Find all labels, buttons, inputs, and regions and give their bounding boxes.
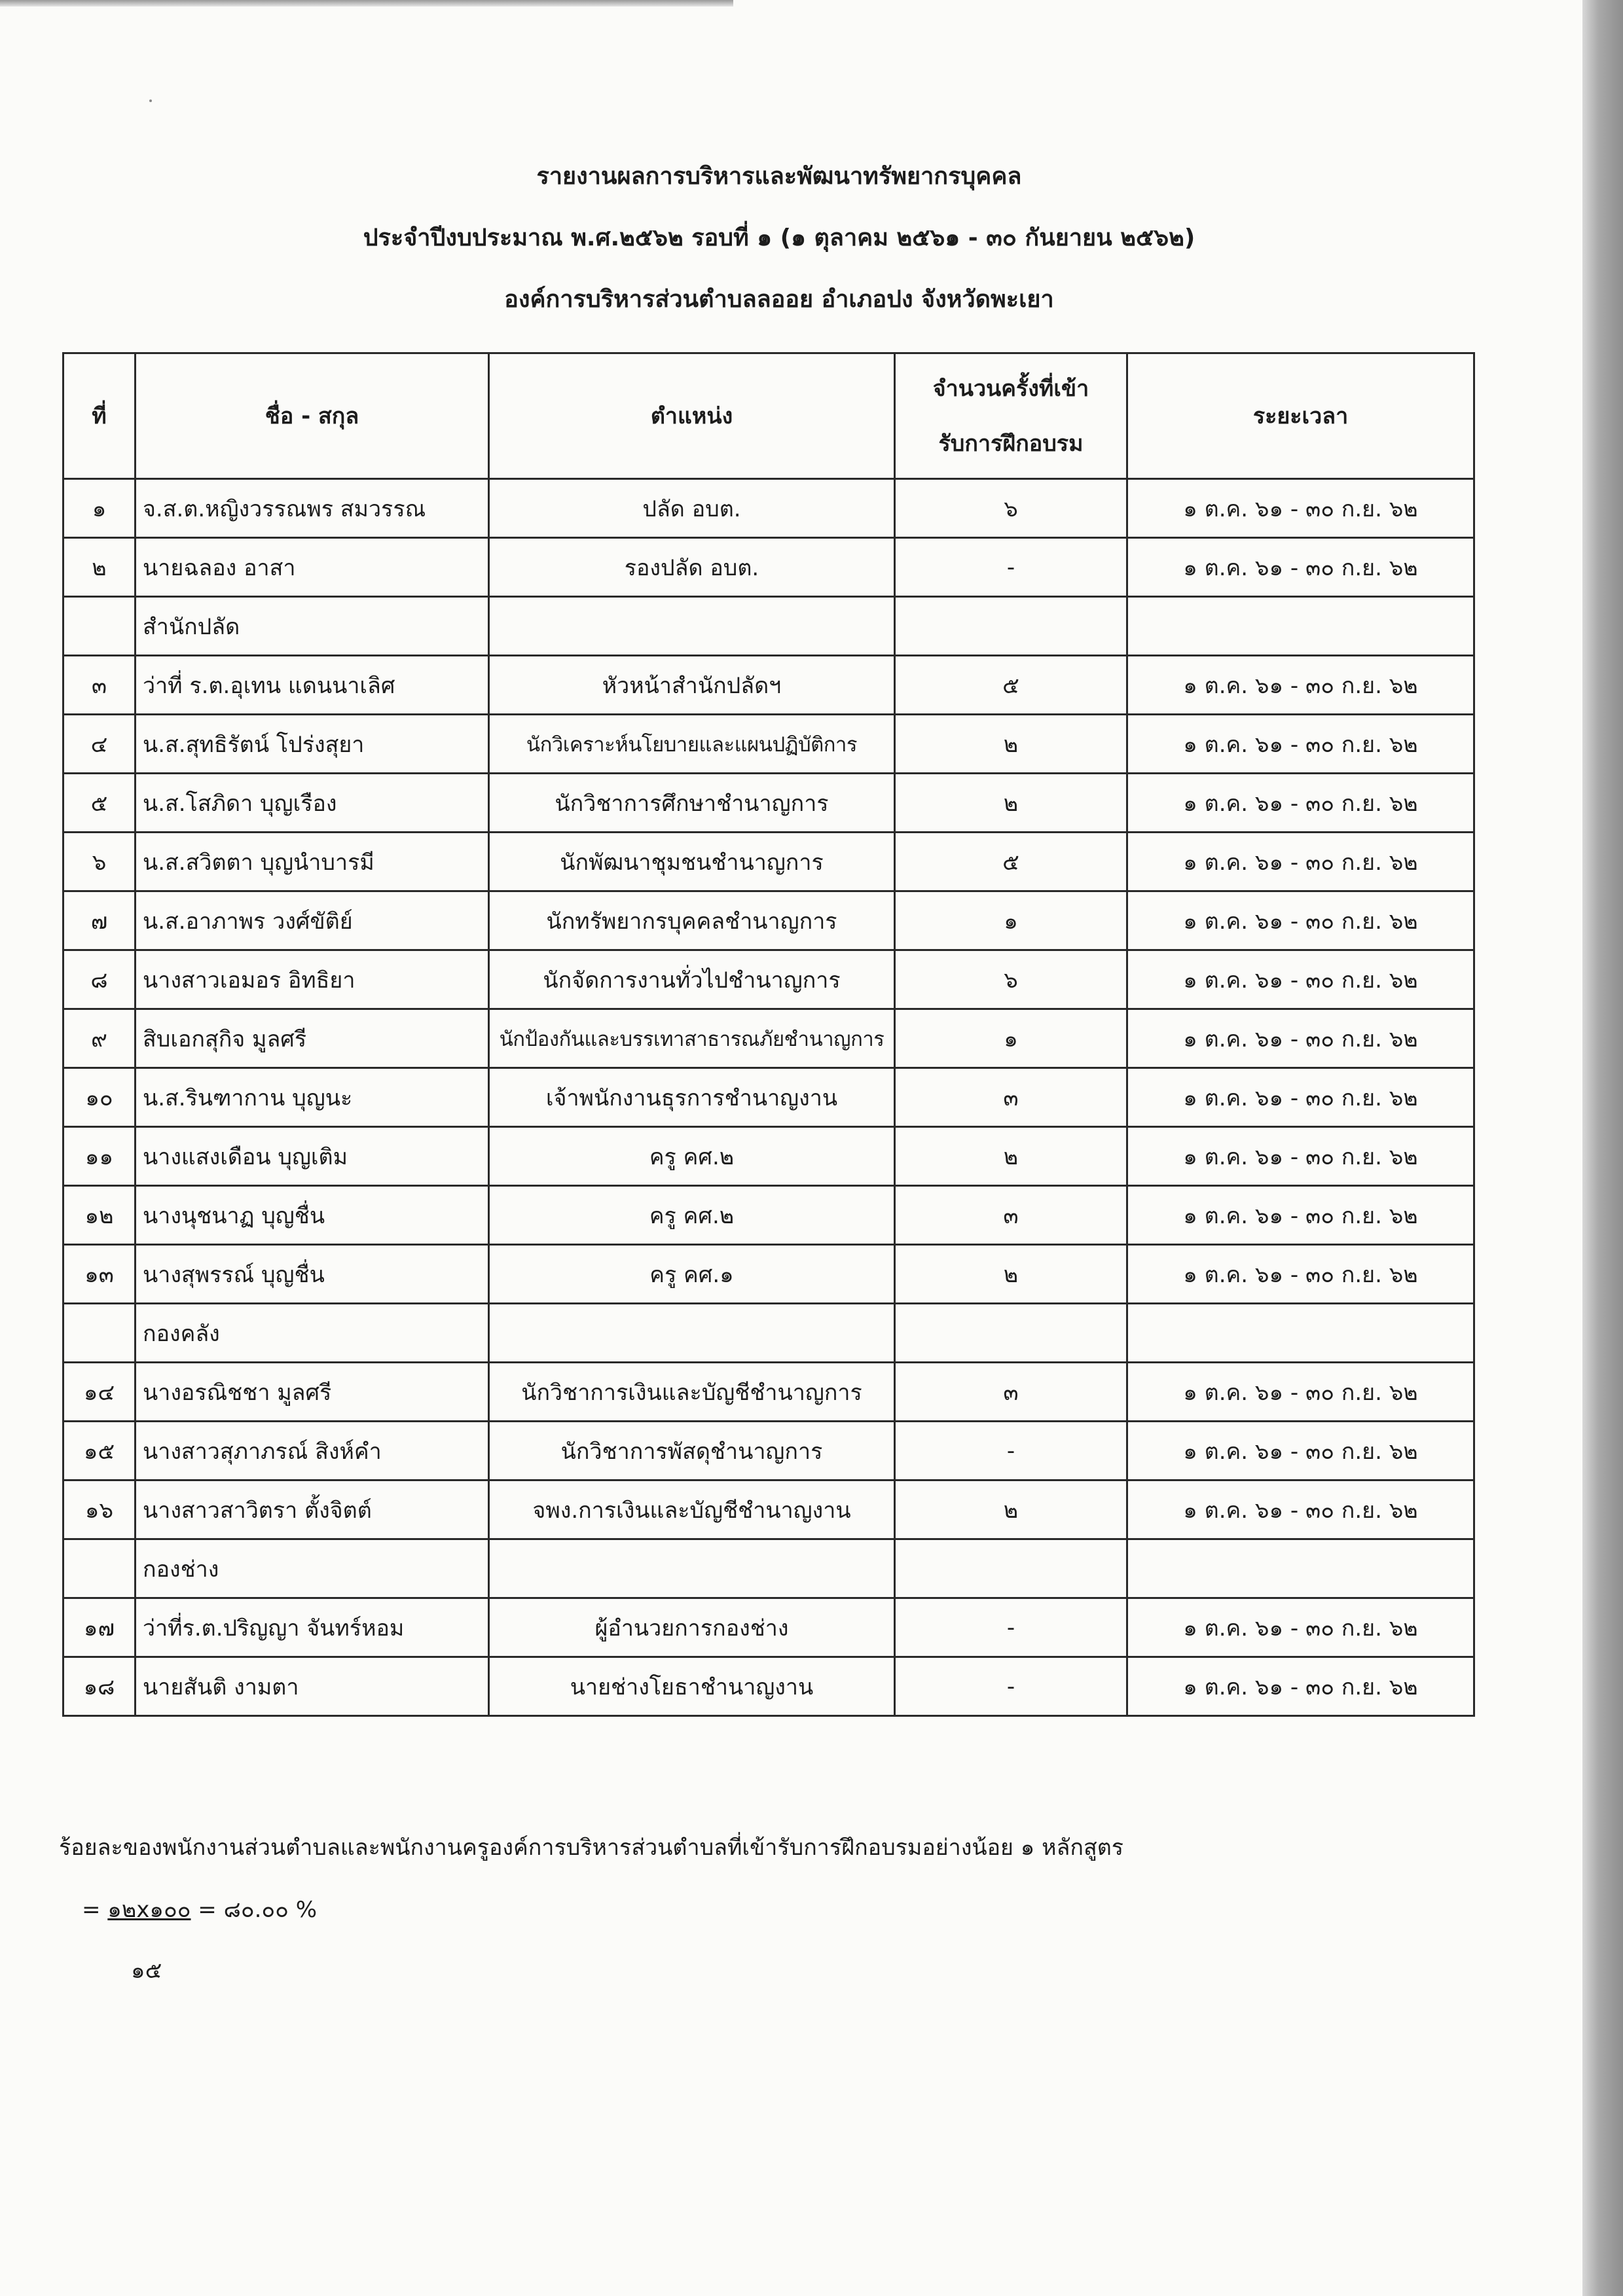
cell-empty	[489, 1304, 895, 1363]
cell-count: ๒	[895, 1127, 1127, 1186]
cell-no: ๑๕	[64, 1422, 136, 1480]
cell-position: รองปลัด อบต.	[489, 538, 895, 597]
cell-period: ๑ ต.ค. ๖๑ - ๓๐ ก.ย. ๖๒	[1127, 1009, 1474, 1068]
cell-empty	[489, 1539, 895, 1598]
cell-no: ๓	[64, 656, 136, 715]
table-row	[64, 1245, 1474, 1304]
cell-empty	[1127, 597, 1474, 656]
section-label: สำนักปลัด	[136, 597, 489, 656]
cell-position: ครู คศ.๑	[489, 1245, 895, 1304]
section-row	[64, 1539, 1474, 1598]
cell-period: ๑ ต.ค. ๖๑ - ๓๐ ก.ย. ๖๒	[1127, 715, 1474, 774]
cell-count: ๕	[895, 833, 1127, 891]
table-row	[64, 774, 1474, 833]
table-row	[64, 656, 1474, 715]
cell-name: สิบเอกสุกิจ มูลศรี	[136, 1009, 489, 1068]
cell-empty	[895, 1539, 1127, 1598]
cell-position: นายช่างโยธาชำนาญงาน	[489, 1657, 895, 1716]
summary-text: ร้อยละของพนักงานส่วนตำบลและพนักงานครูองค์การบริหารส่วนตำบลที่เข้ารับการฝึกอบรมอย่างน้อย ๑ หลักสูตร	[59, 1835, 1124, 1861]
cell-position: นักทรัพยากรบุคคลชำนาญการ	[489, 891, 895, 950]
cell-no: ๑๘	[64, 1657, 136, 1716]
table-row	[64, 1480, 1474, 1539]
cell-position: จพง.การเงินและบัญชีชำนาญงาน	[489, 1480, 895, 1539]
cell-position: หัวหน้าสำนักปลัดฯ	[489, 656, 895, 715]
training-table	[62, 352, 1475, 1717]
cell-empty	[64, 597, 136, 656]
report-title: รายงานผลการบริหารและพัฒนาทรัพยากรบุคคล	[536, 163, 1022, 190]
cell-period: ๑ ต.ค. ๖๑ - ๓๐ ก.ย. ๖๒	[1127, 774, 1474, 833]
cell-no: ๑	[64, 479, 136, 538]
header-position: ตำแหน่ง	[489, 353, 895, 479]
cell-empty	[1127, 1539, 1474, 1598]
cell-no: ๗	[64, 891, 136, 950]
cell-name: น.ส.สวิตตา บุญนำบารมี	[136, 833, 489, 891]
cell-name: น.ส.โสภิดา บุญเรือง	[136, 774, 489, 833]
cell-empty	[489, 597, 895, 656]
table-row	[64, 833, 1474, 891]
table-row	[64, 1186, 1474, 1245]
header-no: ที่	[64, 353, 136, 479]
cell-period: ๑ ต.ค. ๖๑ - ๓๐ ก.ย. ๖๒	[1127, 1068, 1474, 1127]
cell-position: นักป้องกันและบรรเทาสาธารณภัยชำนาญการ	[489, 1009, 895, 1068]
cell-count: ๒	[895, 774, 1127, 833]
table-row	[64, 715, 1474, 774]
cell-count: ๖	[895, 479, 1127, 538]
table-row	[64, 1598, 1474, 1657]
cell-period: ๑ ต.ค. ๖๑ - ๓๐ ก.ย. ๖๒	[1127, 833, 1474, 891]
cell-count: ๑	[895, 891, 1127, 950]
cell-period: ๑ ต.ค. ๖๑ - ๓๐ ก.ย. ๖๒	[1127, 479, 1474, 538]
cell-period: ๑ ต.ค. ๖๑ - ๓๐ ก.ย. ๖๒	[1127, 1598, 1474, 1657]
table-row	[64, 1422, 1474, 1480]
cell-count: ๓	[895, 1068, 1127, 1127]
cell-name: นางสาวสุภาภรณ์ สิงห์คำ	[136, 1422, 489, 1480]
header-name: ชื่อ - สกุล	[136, 353, 489, 479]
header-count-line2: รับการฝึกอบรม	[938, 430, 1084, 457]
section-row	[64, 597, 1474, 656]
cell-count: ๒	[895, 715, 1127, 774]
cell-no: ๑๗	[64, 1598, 136, 1657]
cell-name: นายสันติ งามตา	[136, 1657, 489, 1716]
table-row	[64, 1068, 1474, 1127]
cell-period: ๑ ต.ค. ๖๑ - ๓๐ ก.ย. ๖๒	[1127, 1422, 1474, 1480]
cell-name: นางสาวเอมอร อิทธิยา	[136, 950, 489, 1009]
scan-shadow-top	[0, 0, 733, 7]
table-row	[64, 538, 1474, 597]
section-label: กองช่าง	[136, 1539, 489, 1598]
header-period: ระยะเวลา	[1127, 353, 1474, 479]
section-row	[64, 1304, 1474, 1363]
cell-count: -	[895, 1657, 1127, 1716]
cell-count: ๓	[895, 1363, 1127, 1422]
cell-position: เจ้าพนักงานธุรการชำนาญงาน	[489, 1068, 895, 1127]
cell-position: ผู้อำนวยการกองช่าง	[489, 1598, 895, 1657]
cell-position: นักจัดการงานทั่วไปชำนาญการ	[489, 950, 895, 1009]
cell-name: นางอรณิชชา มูลศรี	[136, 1363, 489, 1422]
header-count	[895, 353, 1127, 479]
cell-name: นางสุพรรณ์ บุญชื่น	[136, 1245, 489, 1304]
cell-name: น.ส.อาภาพร วงศ์ขัติย์	[136, 891, 489, 950]
cell-count: ๒	[895, 1245, 1127, 1304]
cell-period: ๑ ต.ค. ๖๑ - ๓๐ ก.ย. ๖๒	[1127, 891, 1474, 950]
cell-position: ปลัด อบต.	[489, 479, 895, 538]
table-row	[64, 479, 1474, 538]
cell-period: ๑ ต.ค. ๖๑ - ๓๐ ก.ย. ๖๒	[1127, 1363, 1474, 1422]
cell-count: ๒	[895, 1480, 1127, 1539]
cell-empty	[64, 1304, 136, 1363]
formula-result: = ๘๐.๐๐ %	[191, 1897, 318, 1923]
cell-name: น.ส.รินฑากาน บุญนะ	[136, 1068, 489, 1127]
table-row	[64, 891, 1474, 950]
cell-no: ๑๖	[64, 1480, 136, 1539]
cell-position: ครู คศ.๒	[489, 1186, 895, 1245]
cell-position: นักวิเคราะห์นโยบายและแผนปฏิบัติการ	[489, 715, 895, 774]
cell-no: ๑๒	[64, 1186, 136, 1245]
scan-shadow-edge	[1582, 0, 1623, 2296]
cell-no: ๕	[64, 774, 136, 833]
table-row	[64, 1363, 1474, 1422]
formula-denominator: ๑๕	[131, 1958, 162, 1984]
cell-period: ๑ ต.ค. ๖๑ - ๓๐ ก.ย. ๖๒	[1127, 950, 1474, 1009]
cell-count: -	[895, 1598, 1127, 1657]
cell-period: ๑ ต.ค. ๖๑ - ๓๐ ก.ย. ๖๒	[1127, 1186, 1474, 1245]
cell-empty	[895, 597, 1127, 656]
report-subtitle: ประจำปีงบประมาณ พ.ศ.๒๕๖๒ รอบที่ ๑ (๑ ตุลาคม ๒๕๖๑ - ๓๐ กันยายน ๒๕๖๒)	[363, 224, 1195, 251]
percentage-formula	[82, 1892, 317, 1927]
cell-no: ๑๑	[64, 1127, 136, 1186]
formula-prefix: =	[82, 1897, 108, 1923]
cell-count: -	[895, 1422, 1127, 1480]
formula-numerator: ๑๒x๑๐๐	[107, 1897, 191, 1923]
cell-no: ๙	[64, 1009, 136, 1068]
cell-position: นักวิชาการศึกษาชำนาญการ	[489, 774, 895, 833]
cell-no: ๑๐	[64, 1068, 136, 1127]
cell-count: ๓	[895, 1186, 1127, 1245]
scan-speck	[149, 99, 152, 102]
cell-period: ๑ ต.ค. ๖๑ - ๓๐ ก.ย. ๖๒	[1127, 1657, 1474, 1716]
cell-name: นางนุชนาฏ บุญชื่น	[136, 1186, 489, 1245]
cell-no: ๔	[64, 715, 136, 774]
section-label: กองคลัง	[136, 1304, 489, 1363]
cell-position: นักวิชาการเงินและบัญชีชำนาญการ	[489, 1363, 895, 1422]
cell-name: นางสาวสาวิตรา ตั้งจิตต์	[136, 1480, 489, 1539]
cell-count: ๑	[895, 1009, 1127, 1068]
cell-name: ว่าที่ร.ต.ปริญญา จันทร์หอม	[136, 1598, 489, 1657]
cell-name: นายฉลอง อาสา	[136, 538, 489, 597]
table-row	[64, 1657, 1474, 1716]
cell-count: ๕	[895, 656, 1127, 715]
cell-period: ๑ ต.ค. ๖๑ - ๓๐ ก.ย. ๖๒	[1127, 1480, 1474, 1539]
cell-empty	[895, 1304, 1127, 1363]
cell-position: นักวิชาการพัสดุชำนาญการ	[489, 1422, 895, 1480]
organization-name: องค์การบริหารส่วนตำบลลออย อำเภอปง จังหวัดพะเยา	[504, 286, 1054, 313]
table-row	[64, 1009, 1474, 1068]
cell-period: ๑ ต.ค. ๖๑ - ๓๐ ก.ย. ๖๒	[1127, 538, 1474, 597]
cell-no: ๘	[64, 950, 136, 1009]
cell-count: ๖	[895, 950, 1127, 1009]
cell-count: -	[895, 538, 1127, 597]
cell-period: ๑ ต.ค. ๖๑ - ๓๐ ก.ย. ๖๒	[1127, 656, 1474, 715]
table-header-row	[64, 353, 1474, 479]
cell-name: นางแสงเดือน บุญเติม	[136, 1127, 489, 1186]
cell-position: นักพัฒนาชุมชนชำนาญการ	[489, 833, 895, 891]
cell-position: ครู คศ.๒	[489, 1127, 895, 1186]
cell-empty	[1127, 1304, 1474, 1363]
cell-name: ว่าที่ ร.ต.อุเทน แดนนาเลิศ	[136, 656, 489, 715]
table-row	[64, 950, 1474, 1009]
cell-no: ๑๔	[64, 1363, 136, 1422]
cell-empty	[64, 1539, 136, 1598]
cell-period: ๑ ต.ค. ๖๑ - ๓๐ ก.ย. ๖๒	[1127, 1127, 1474, 1186]
cell-no: ๒	[64, 538, 136, 597]
cell-name: จ.ส.ต.หญิงวรรณพร สมวรรณ	[136, 479, 489, 538]
header-count-line1: จำนวนครั้งที่เข้า	[932, 375, 1089, 402]
cell-no: ๖	[64, 833, 136, 891]
table-row	[64, 1127, 1474, 1186]
cell-no: ๑๓	[64, 1245, 136, 1304]
cell-name: น.ส.สุทธิรัตน์ โปร่งสุยา	[136, 715, 489, 774]
cell-period: ๑ ต.ค. ๖๑ - ๓๐ ก.ย. ๖๒	[1127, 1245, 1474, 1304]
